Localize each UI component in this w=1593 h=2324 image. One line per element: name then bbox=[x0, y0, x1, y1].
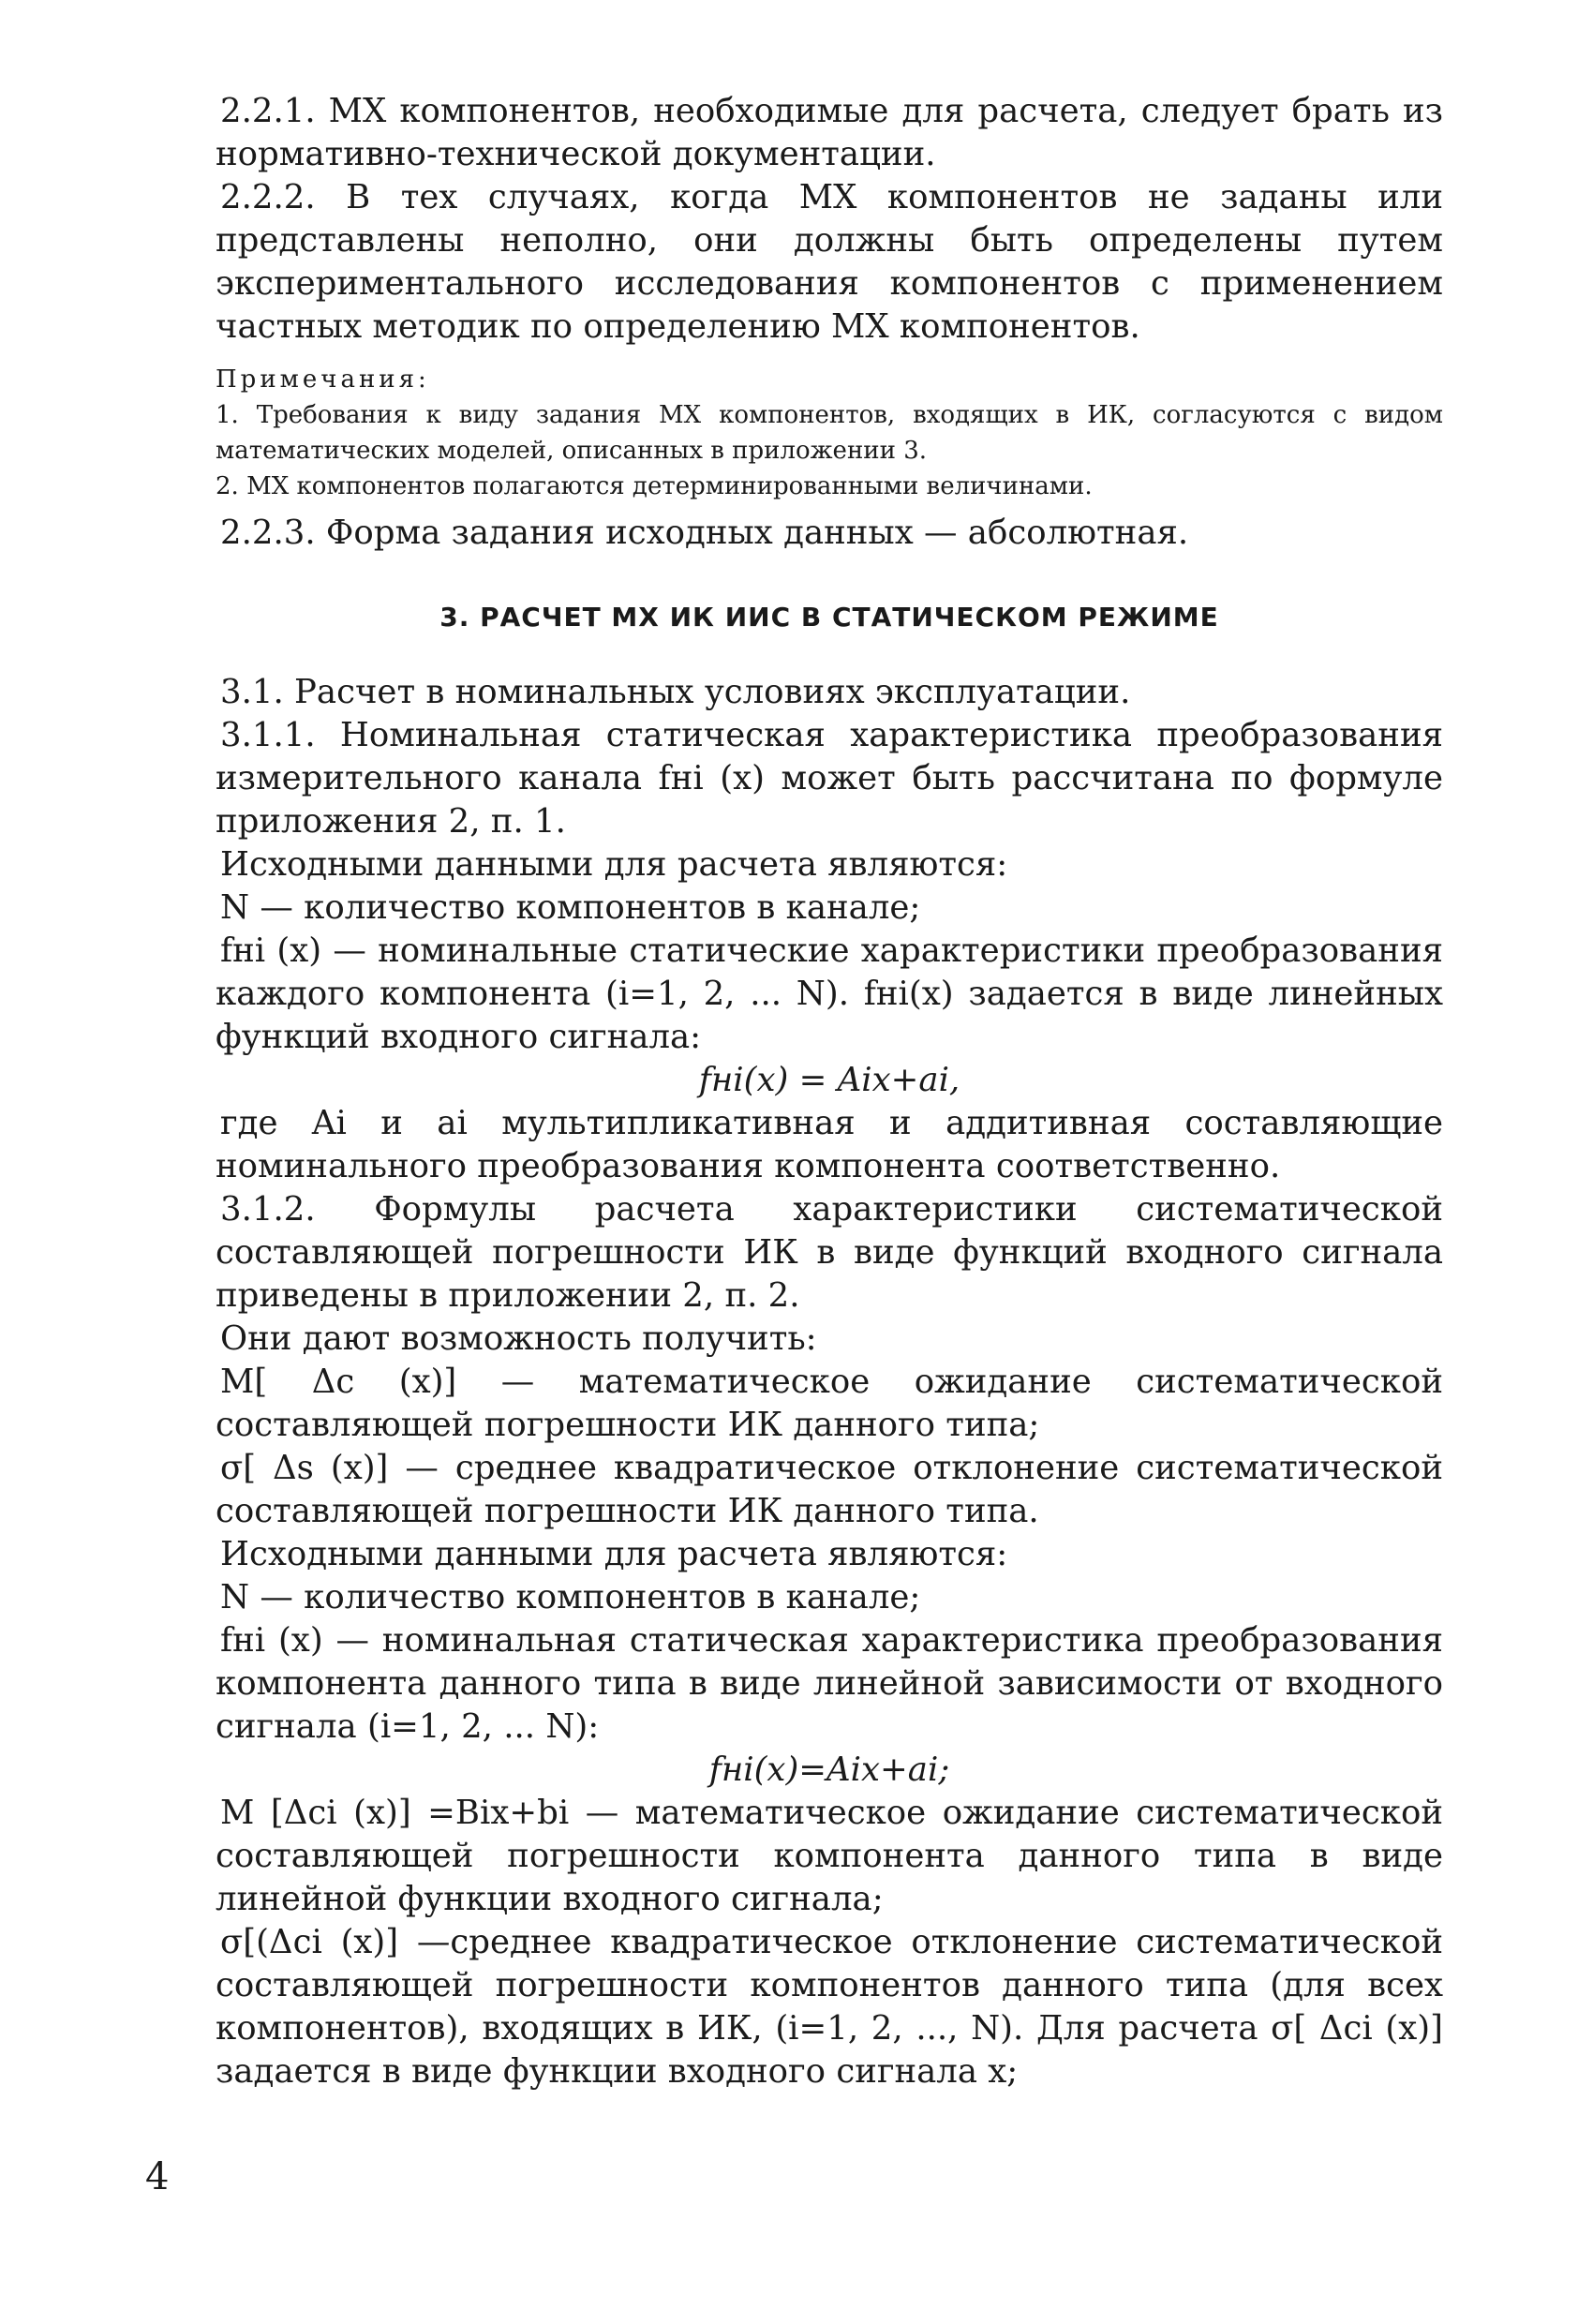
definition-n-2: N — количество компонентов в канале; bbox=[220, 1578, 921, 1616]
source-data-intro-1: Исходными данными для расчета являются: bbox=[220, 845, 1008, 884]
formula-2: fнi(x)=Aix+ai; bbox=[708, 1750, 950, 1789]
formula-1: fнi(x) = Aix+ai, bbox=[698, 1061, 960, 1099]
paragraph-where: где Ai и ai мультипликативная и аддитивная составляющие номинального преобразования компонента соответственно. bbox=[216, 1104, 1443, 1185]
definition-fni-1: fнi (x) — номинальные статические характеристики преобразования каждого компонента (i=1, 2, ... N). fнi(x) задается в виде линейных функций входного сигнала: bbox=[216, 931, 1443, 1056]
note-2: 2. МХ компонентов полагаются детерминированными величинами. bbox=[216, 472, 1093, 500]
definition-m-delta-ci: M [Δci (x)] =Bix+bi — математическое ожидание систематической составляющей погрешности компонента данного типа в виде линейной функции входного сигнала; bbox=[216, 1794, 1443, 1918]
paragraph-give: Они дают возможность получить: bbox=[220, 1319, 817, 1358]
definition-sigma-delta: σ[ Δs (x)] — среднее квадратическое отклонение систематической составляющей погрешности ИК данного типа. bbox=[216, 1449, 1443, 1530]
paragraph-3-1: 3.1. Расчет в номинальных условиях эксплуатации. bbox=[220, 673, 1131, 711]
definition-fni-2: fнi (x) — номинальная статическая характеристика преобразования компонента данного типа в виде линейной зависимости от входного сигнала (i=1, 2, ... N): bbox=[216, 1621, 1443, 1746]
note-1: 1. Требования к виду задания МХ компонентов, входящих в ИК, согласуются с видом математических моделей, описанных в приложении 3. bbox=[216, 401, 1443, 465]
paragraph-2-2-3: 2.2.3. Форма задания исходных данных — абсолютная. bbox=[220, 514, 1189, 552]
definition-n-1: N — количество компонентов в канале; bbox=[220, 888, 921, 927]
source-data-intro-2: Исходными данными для расчета являются: bbox=[220, 1535, 1008, 1573]
page-number: 4 bbox=[145, 2155, 170, 2198]
document-body bbox=[216, 90, 1443, 2093]
paragraph-3-1-1: 3.1.1. Номинальная статическая характеристика преобразования измерительного канала fнi (x) может быть рассчитана по формуле приложения 2, п. 1. bbox=[216, 716, 1443, 841]
notes-title: Примечания: bbox=[216, 365, 430, 394]
definition-m-delta: M[ Δс (x)] — математическое ожидание систематической составляющей погрешности ИК данного типа; bbox=[216, 1363, 1443, 1444]
paragraph-2-2-2: 2.2.2. В тех случаях, когда МХ компонентов не заданы или представлены неполно, они должны быть определены путем экспериментального исследования компонентов с применением частных методик по определению МХ компонентов. bbox=[216, 178, 1443, 346]
notes-block bbox=[216, 362, 1443, 504]
paragraph-3-1-2: 3.1.2. Формулы расчета характеристики систематической составляющей погрешности ИК в виде функций входного сигнала приведены в приложении 2, п. 2. bbox=[216, 1190, 1443, 1315]
section-heading: 3. РАСЧЕТ МХ ИК ИИС В СТАТИЧЕСКОМ РЕЖИМЕ bbox=[439, 602, 1219, 633]
definition-sigma-delta-ci: σ[(Δci (x)] —среднее квадратическое отклонение систематической составляющей погрешности компонентов данного типа (для всех компонентов), входящих в ИК, (i=1, 2, ..., N). Для расчета σ[ Δci (x)] задается в виде функции входного сигнала x; bbox=[216, 1923, 1443, 2091]
paragraph-2-2-1: 2.2.1. МХ компонентов, необходимые для расчета, следует брать из нормативно-технической документации. bbox=[216, 92, 1443, 173]
